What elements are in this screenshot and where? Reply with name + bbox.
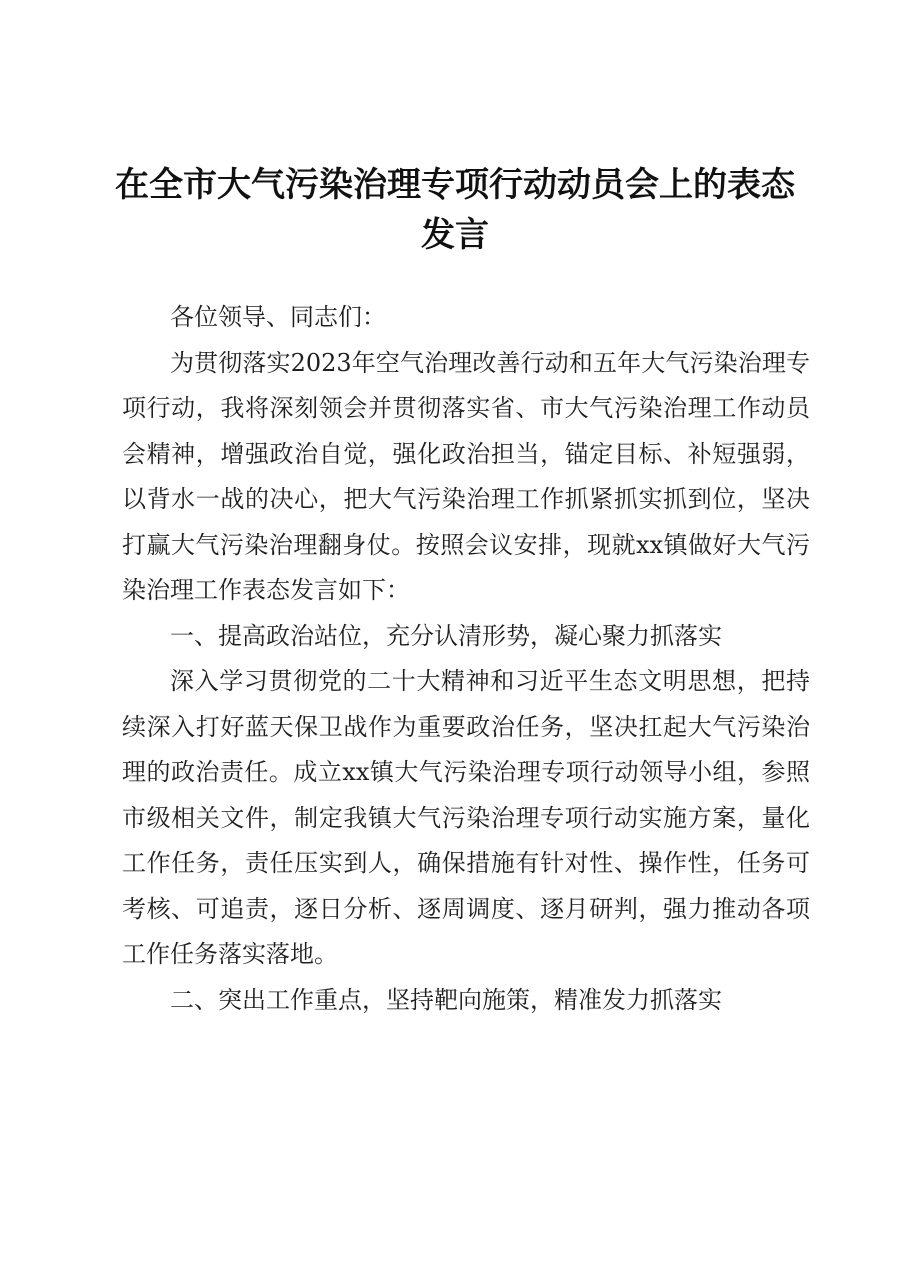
document-body [122, 295, 810, 1023]
document-title: 在全市大气污染治理专项行动动员会上的表态发言 [115, 165, 795, 255]
salutation-paragraph: 各位领导、同志们： [170, 303, 386, 331]
section-heading-2: 二、突出工作重点，坚持靶向施策，精准发力抓落实 [170, 985, 722, 1014]
intro-paragraph: 为贯彻落实2023年空气治理改善行动和五年大气污染治理专项行动，我将深刻领会并贯彻落实省、市大气污染治理工作动员会精神，增强政治自觉，强化政治担当，锚定目标、补短强弱，以背水一战的决心，把大气污染治理工作抓紧抓实抓到位，坚决打赢大气污染治理翻身仗。按照会议安排，现就xx镇做好大气污染治理工作表态发言如下： [122, 348, 810, 604]
section-heading-1: 一、提高政治站位，充分认清形势，凝心聚力抓落实 [170, 621, 722, 650]
section-1-paragraph: 深入学习贯彻党的二十大精神和习近平生态文明思想，把持续深入打好蓝天保卫战作为重要政治任务，坚决扛起大气污染治理的政治责任。成立xx镇大气污染治理专项行动领导小组，参照市级相关文件，制定我镇大气污染治理专项行动实施方案，量化工作任务，责任压实到人，确保措施有针对性、操作性，任务可考核、可追责，逐日分析、逐周调度、逐月研判，强力推动各项工作任务落实落地。 [122, 667, 810, 968]
